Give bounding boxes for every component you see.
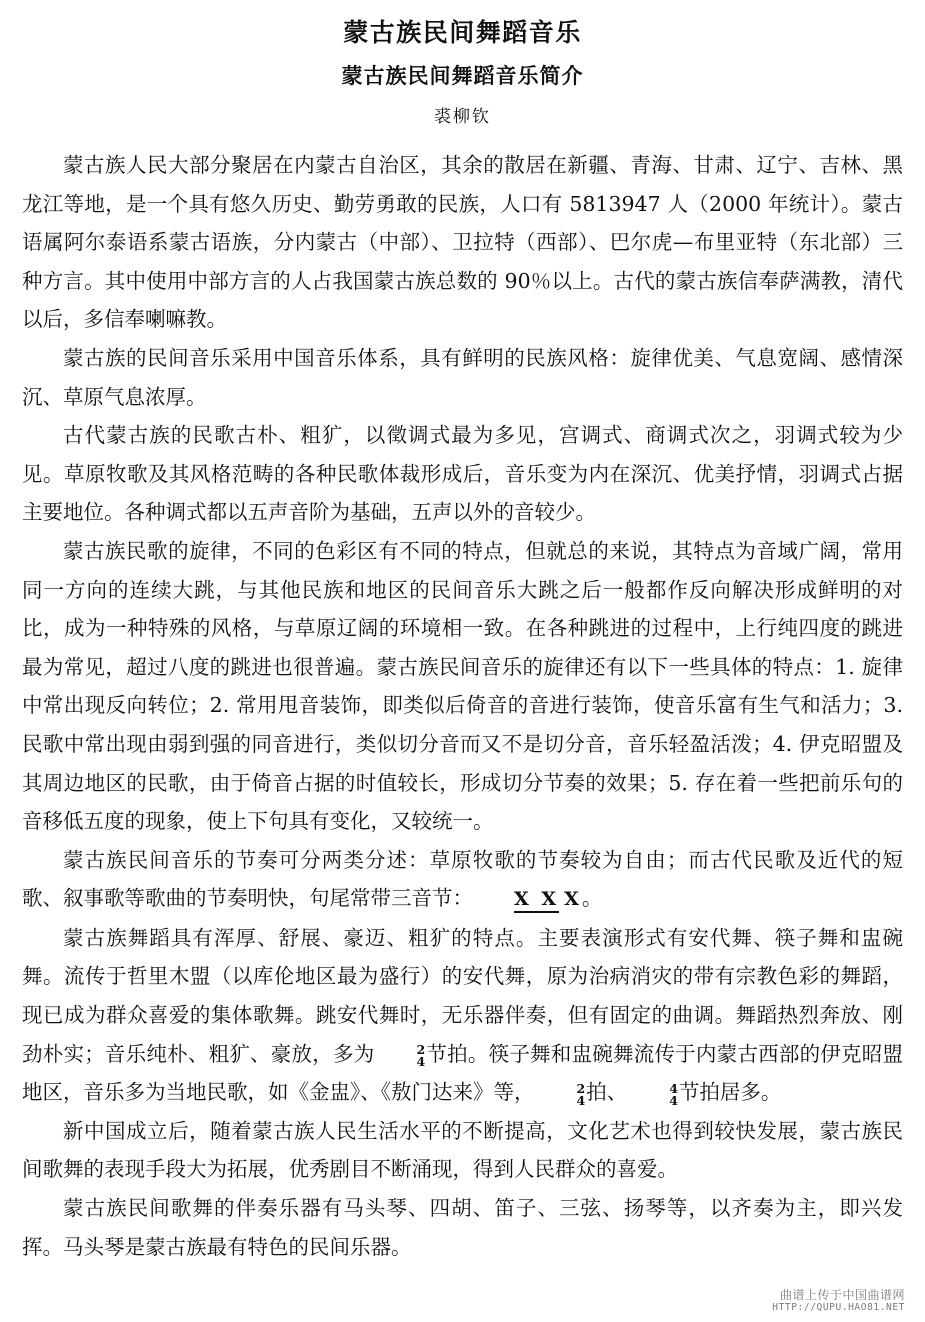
paragraph-8: 蒙古族民间歌舞的伴奏乐器有马头琴、四胡、笛子、三弦、扬琴等，以齐奏为主，即兴发挥。马头琴是蒙古族最有特色的民间乐器。 xyxy=(22,1196,903,1259)
rhythm-final-note: X xyxy=(564,888,582,911)
time-signature-numerator: 2 xyxy=(576,1081,586,1096)
paragraph-5-period: 。 xyxy=(581,886,603,911)
paragraph-5 xyxy=(22,841,903,919)
paragraph-4: 蒙古族民歌的旋律，不同的色彩区有不同的特点，但就总的来说，其特点为音域广阔，常用同一方向的连续大跳，与其他民族和地区的民间音乐大跳之后一般都作反向解决形成鲜明的对比，成为一种特殊的风格，与草原辽阔的环境相一致。在各种跳进的过程中，上行纯四度的跳进最为常见，超过八度的跳进也很普遍。蒙古族民间音乐的旋律还有以下一些具体的特点：1. 旋律中常出现反向转位；2. 常用甩音装饰，即类似后倚音的音进行装饰，使音乐富有生气和活力；3. 民歌中常出现由弱到强的同音进行，类似切分音而又不是切分音，音乐轻盈活泼；4. 伊克昭盟及其周边地区的民歌，由于倚音占据的时值较长，形成切分节奏的效果；5. 存在着一些把前乐句的音移低五度的现象，使上下句具有变化，又较统一。 xyxy=(22,538,903,834)
time-signature-four-four xyxy=(628,1083,678,1106)
time-signature-numerator: 2 xyxy=(416,1042,426,1058)
time-signature-two-four-a xyxy=(375,1044,425,1067)
paragraph-5-text: 蒙古族民间音乐的节奏可分两类分述：草原牧歌的节奏较为自由；而古代民歌及近代的短歌、叙事歌等歌曲的节奏明快，句尾常带三音节： xyxy=(22,847,903,911)
paragraph-2: 蒙古族的民间音乐采用中国音乐体系，具有鲜明的民族风格：旋律优美、气息宽阔、感情深沉、草原气息浓厚。 xyxy=(22,345,903,409)
paragraph-6-text-c: 拍、 xyxy=(586,1080,628,1105)
author-name: 裘柳钦 xyxy=(434,107,491,127)
rhythm-beamed-pair: X X xyxy=(514,888,559,913)
page-subtitle: 蒙古族民间舞蹈音乐简介 xyxy=(341,64,584,88)
paragraph-3: 古代蒙古族的民歌古朴、粗犷，以徵调式最为多见，宫调式、商调式次之，羽调式较为少见。草原牧歌及其风格范畴的各种民歌体裁形成后，音乐变为内在深沉、优美抒情，羽调式占据主要地位。各种调式都以五声音阶为基础，五声以外的音较少。 xyxy=(22,423,903,525)
paragraph-6-text-d: 节拍居多。 xyxy=(678,1080,782,1105)
watermark-site-name: 曲谱上传于中国曲谱网 xyxy=(779,1288,905,1303)
paragraph-6-text-a: 蒙古族舞蹈具有浑厚、舒展、豪迈、粗犷的特点。主要表演形式有安代舞、筷子舞和盅碗舞。流传于哲里木盟（以库伦地区最为盛行）的安代舞，原为治病消灾的带有宗教色彩的舞蹈，现已成为群众喜爱的集体歌舞。跳安代舞时，无乐器伴奏，但有固定的曲调。舞蹈热烈奔放、刚劲朴实；音乐纯朴、粗犷、豪放，多为 xyxy=(22,925,903,1066)
site-watermark xyxy=(772,1289,905,1314)
page-title: 蒙古族民间舞蹈音乐 xyxy=(343,18,582,47)
time-signature-numerator: 4 xyxy=(669,1081,678,1096)
time-signature-denominator: 4 xyxy=(669,1092,678,1108)
time-signature-denominator: 4 xyxy=(576,1092,586,1108)
paragraph-7: 新中国成立后，随着蒙古族人民生活水平的不断提高，文化艺术也得到较快发展，蒙古族民间歌舞的表现手段大为拓展，优秀剧目不断涌现，得到人民群众的喜爱。 xyxy=(22,1118,903,1182)
article-text xyxy=(22,146,903,1266)
time-signature-two-four-b xyxy=(536,1083,586,1106)
paragraph-6 xyxy=(22,919,903,1112)
rhythm-notation xyxy=(473,880,582,919)
watermark-url: HTTP://QUPU.HAO81.NET xyxy=(772,1302,905,1314)
paragraph-1: 蒙古族人民大部分聚居在内蒙古自治区，其余的散居在新疆、青海、甘肃、辽宁、吉林、黑龙江等地，是一个具有悠久历史、勤劳勇敢的民族，人口有 5813947 人（2000 年统计）。蒙古语属阿尔泰语系蒙古语族，分内蒙古（中部）、卫拉特（西部）、巴尔虎—布里亚特（东北部）三种方言。其中使用中部方言的人占我国蒙古族总数的 90％以上。古代的蒙古族信奉萨满教，清代以后，多信奉喇嘛教。 xyxy=(22,153,903,332)
paragraph-6-text-b: 节拍。筷子舞和盅碗舞流传于内蒙古西部的伊克昭盟地区，音乐多为当地民歌，如《金盅》、《敖门达来》等， xyxy=(22,1041,904,1105)
time-signature-denominator: 4 xyxy=(416,1053,426,1069)
